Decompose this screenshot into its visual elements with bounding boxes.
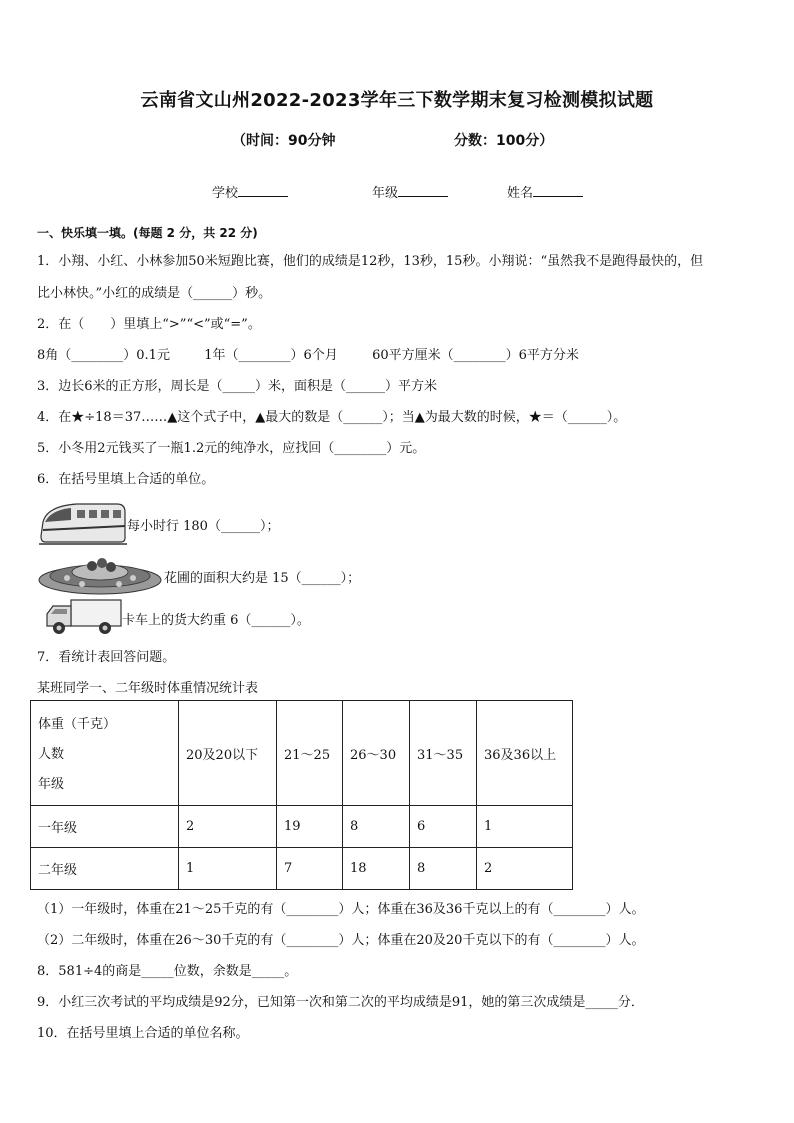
question-2-item: 60平方厘米（________）6平方分米 — [372, 348, 579, 363]
section-heading: 一、快乐填一填。(每题 2 分，共 22 分) — [37, 226, 258, 240]
question-3: 3．边长6米的正方形，周长是（_____）米，面积是（______）平方米 — [37, 379, 438, 394]
question-6-truck: 卡车上的货大约重 6（______）。 — [122, 613, 310, 628]
question-6-garden: 花圃的面积大约是 15（______）； — [164, 571, 361, 586]
table-column-header: 36及36以上 — [477, 701, 573, 806]
name-blank[interactable] — [533, 184, 583, 197]
question-10: 10．在括号里填上合适的单位名称。 — [37, 1026, 249, 1041]
header-weight-label: 体重（千克） — [38, 717, 117, 732]
table-column-header: 21～25 — [277, 701, 343, 806]
table-cell: 7 — [277, 848, 343, 890]
question-9: 9．小红三次考试的平均成绩是92分，已知第一次和第二次的平均成绩是91，她的第三次成绩是_____分． — [37, 995, 644, 1010]
table-cell: 8 — [343, 806, 410, 848]
table-cell: 2 — [179, 806, 277, 848]
question-5: 5．小冬用2元钱买了一瓶1.2元的纯净水，应找回（________）元。 — [37, 441, 426, 456]
header-count-label: 人数 — [38, 747, 65, 762]
table-cell: 18 — [343, 848, 410, 890]
question-4: 4．在★÷18＝37……▲这个式子中，▲最大的数是（______）；当▲为最大数的时候，★＝（______）。 — [37, 410, 627, 425]
table-column-header: 31～35 — [410, 701, 477, 806]
question-2-items — [37, 344, 579, 363]
school-blank[interactable] — [238, 184, 288, 197]
header-grade-label: 年级 — [38, 777, 65, 792]
table-header-row — [31, 701, 573, 806]
name-field — [507, 182, 583, 201]
question-7-prompt: 7．看统计表回答问题。 — [37, 650, 176, 665]
school-field — [212, 182, 288, 201]
table-row — [31, 806, 573, 848]
grade-field — [372, 182, 448, 201]
page-title: 云南省文山州2022-2023学年三下数学期末复习检测模拟试题 — [140, 90, 654, 111]
table-cell: 19 — [277, 806, 343, 848]
table-cell: 8 — [410, 848, 477, 890]
question-8: 8．581÷4的商是_____位数，余数是_____。 — [37, 964, 298, 979]
question-7-sub2: （2）二年级时，体重在26～30千克的有（________）人；体重在20及20千克以下的有（________）人。 — [37, 933, 645, 948]
weight-stats-table — [30, 700, 573, 890]
question-1-line2: 比小林快。”小红的成绩是（______）秒。 — [37, 286, 272, 301]
truck-icon — [43, 598, 123, 636]
question-6-train: 每小时行 180（______）； — [127, 519, 280, 534]
question-7-sub1: （1）一年级时，体重在21～25千克的有（________）人；体重在36及36千克以上的有（________）人。 — [37, 902, 645, 917]
question-2-prompt: 2．在（ ）里填上“>”“<”或“=”。 — [37, 317, 261, 332]
table-cell: 2 — [477, 848, 573, 890]
name-label: 姓名 — [507, 186, 534, 201]
grade-blank[interactable] — [398, 184, 448, 197]
table-corner-header — [31, 701, 179, 806]
table-cell: 1 — [179, 848, 277, 890]
table-cell: 6 — [410, 806, 477, 848]
train-icon — [37, 500, 127, 546]
table-title: 某班同学一、二年级时体重情况统计表 — [37, 681, 259, 696]
question-2-item: 1年（________）6个月 — [204, 348, 338, 363]
table-cell: 1 — [477, 806, 573, 848]
time-limit: （时间：90分钟 — [232, 133, 336, 149]
table-column-header: 20及20以下 — [179, 701, 277, 806]
school-label: 学校 — [212, 186, 239, 201]
grade-label: 年级 — [372, 186, 399, 201]
table-row-label: 二年级 — [31, 848, 179, 890]
question-1-line1: 1．小翔、小红、小林参加50米短跑比赛，他们的成绩是12秒，13秒，15秒。小翔说：“虽然我不是跑得最快的，但 — [37, 254, 704, 269]
table-row — [31, 848, 573, 890]
table-column-header: 26～30 — [343, 701, 410, 806]
question-2-item: 8角（________）0.1元 — [37, 348, 170, 363]
total-score: 分数：100分） — [454, 133, 554, 149]
question-6-prompt: 6．在括号里填上合适的单位。 — [37, 472, 215, 487]
flower-garden-icon — [37, 552, 163, 596]
table-row-label: 一年级 — [31, 806, 179, 848]
